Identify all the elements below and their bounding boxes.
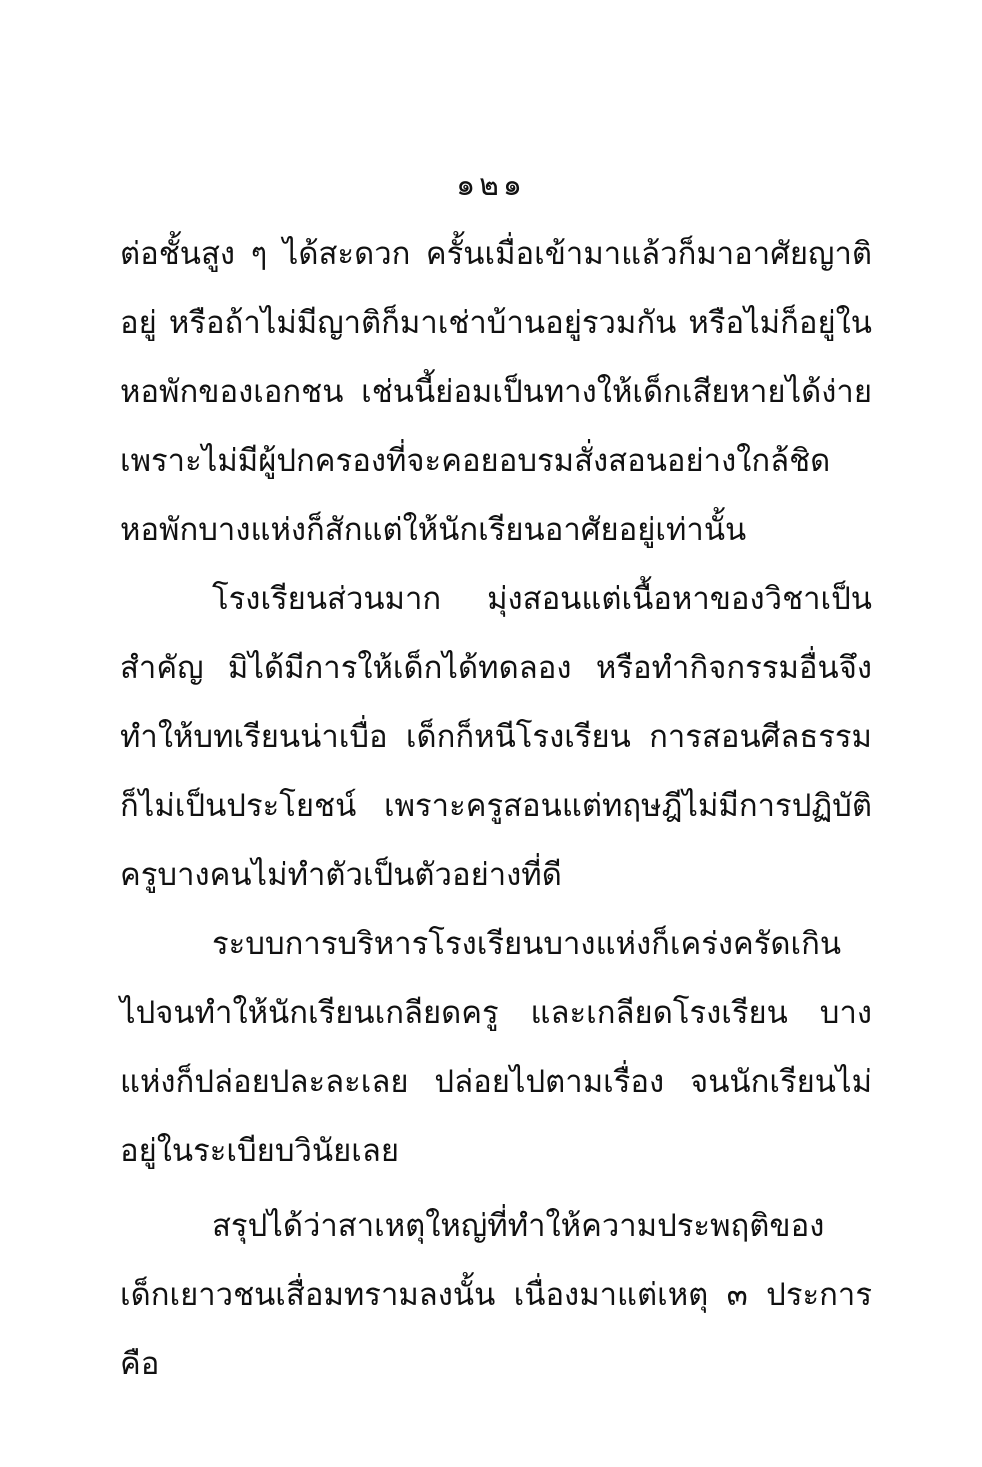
paragraph-2: โรงเรียนส่วนมาก มุ่งสอนแต่เนื้อหาของวิชาเป็นสำคัญ มิได้มีการให้เด็กได้ทดลอง หรือทำกิจกรรมอื่นจึงทำให้บทเรียนน่าเบื่อ เด็กก็หนีโรงเรียน การสอนศีลธรรมก็ไม่เป็นประโยชน์ เพราะครูสอนแต่ทฤษฎีไม่มีการปฏิบัติ ครูบางคนไม่ทำตัวเป็นตัวอย่างที่ดี [120,581,872,893]
body-text [120,220,872,1399]
page-number: ๑๒๑ [456,168,526,203]
paragraph-3: ระบบการบริหารโรงเรียนบางแห่งก็เคร่งครัดเกินไปจนทำให้นักเรียนเกลียดครู และเกลียดโรงเรียน บางแห่งก็ปล่อยปละละเลย ปล่อยไปตามเรื่อง จนนักเรียนไม่อยู่ในระเบียบวินัยเลย [120,926,872,1169]
paragraph-4: สรุปได้ว่าสาเหตุใหญ่ที่ทำให้ความประพฤติของเด็กเยาวชนเสื่อมทรามลงนั้น เนื่องมาแต่เหตุ ๓ ประการ คือ [120,1208,872,1382]
paragraph-1: ต่อชั้นสูง ๆ ได้สะดวก ครั้นเมื่อเข้ามาแล้วก็มาอาศัยญาติอยู่ หรือถ้าไม่มีญาติก็มาเช่าบ้านอยู่รวมกัน หรือไม่ก็อยู่ในหอพักของเอกชน เช่นนี้ย่อมเป็นทางให้เด็กเสียหายได้ง่าย เพราะไม่มีผู้ปกครองที่จะคอยอบรมสั่งสอนอย่างใกล้ชิด หอพักบางแห่งก็สักแต่ให้นักเรียนอาศัยอยู่เท่านั้น [120,236,872,548]
